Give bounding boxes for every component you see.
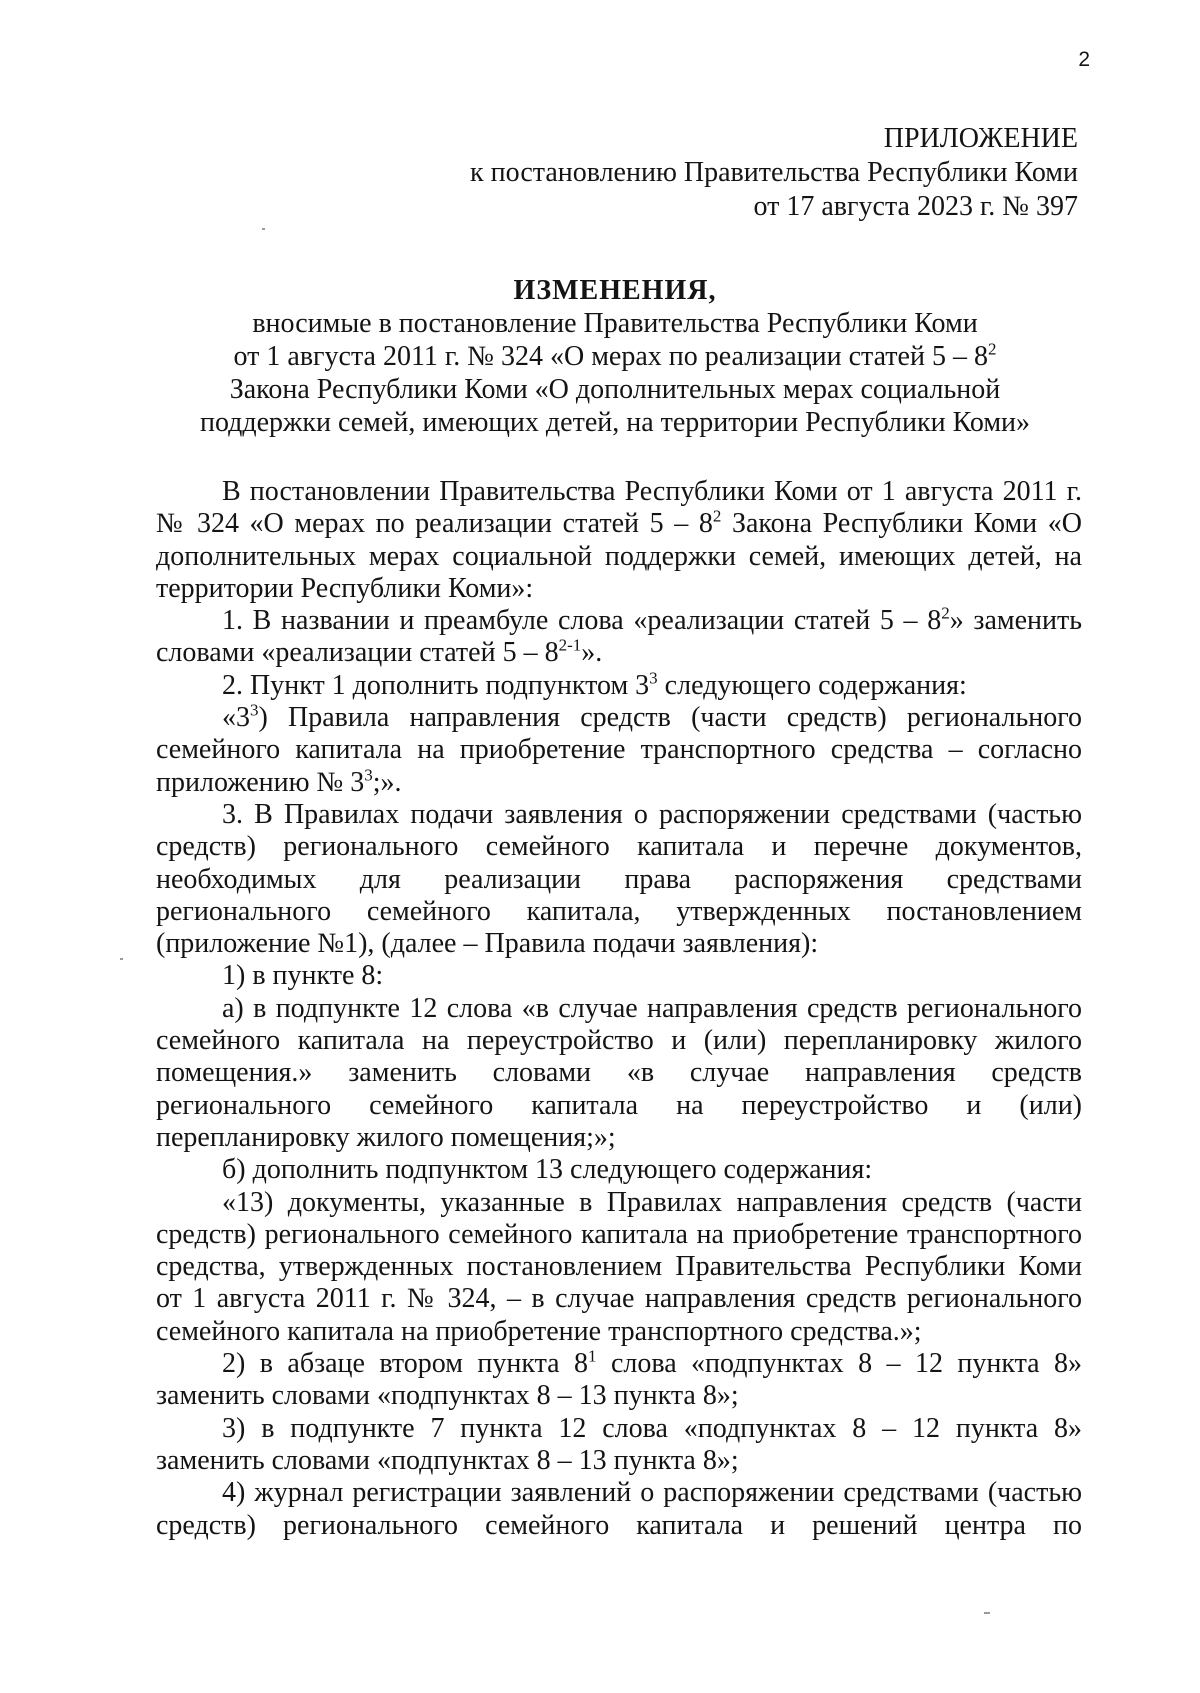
subitem-3: 3) в подпункте 7 пункта 12 слова «подпунктах 8 – 12 пункта 8» заменить словами «подпунктах 8 – 13 пункта 8»; — [156, 1412, 1082, 1476]
item-2-superscript: 3 — [649, 668, 658, 688]
title-line-2-text: от 1 августа 2011 г. № 324 «О мерах по реализации статей 5 – 8 — [233, 341, 988, 372]
title-line-4: поддержки семей, имеющих детей, на территории Республики Коми» — [199, 407, 1031, 438]
appendix-line-1: к постановлению Правительства Республики Коми — [470, 157, 1078, 188]
item-1 — [156, 605, 1082, 670]
page-number: 2 — [1078, 48, 1090, 71]
scan-artifact — [120, 958, 123, 960]
title-line-3: Закона Республики Коми «О дополнительных мерах социальной — [229, 374, 1001, 405]
subitem-2-superscript: 1 — [588, 1346, 597, 1366]
item-1-text-c: ». — [581, 637, 603, 669]
appendix-line-2: от 17 августа 2023 г. № 397 — [753, 191, 1078, 222]
subitem-1b: б) дополнить подпунктом 13 следующего содержания: — [222, 1154, 873, 1186]
scan-artifact — [262, 228, 265, 230]
intro-paragraph — [156, 476, 1082, 605]
item-2 — [156, 670, 1082, 702]
intro-text-a: В постановлении Правительства Республики Коми от 1 августа 2011 г. № 324 «О мерах по реализации статей 5 – 8 — [156, 476, 1082, 540]
quote-1-superscript-1: 3 — [250, 700, 259, 720]
subitem-2 — [156, 1348, 1082, 1413]
subitem-1a: а) в подпункте 12 слова «в случае направления средств регионального семейного капитала на переустройство и (или) перепланировку жилого помещения.» заменить словами «в случае направления средств регионального семейного капитала на переустройство и (или) перепланировку жилого помещения;»; — [156, 992, 1082, 1153]
subitem-2-text-a: 2) в абзаце втором пункта 8 — [222, 1348, 589, 1380]
intro-superscript: 2 — [712, 506, 722, 526]
item-1-superscript-2: 2-1 — [558, 636, 582, 656]
item-1-text-b: » заменить словами «реализации статей 5 – 8 — [156, 605, 1082, 669]
intro-text-b: Закона Республики Коми «О дополнительных мерах социальной поддержки семей, имеющих детей, на территории Республики Коми»: — [156, 508, 1082, 604]
document-body — [156, 476, 1082, 1542]
document-heading: ИЗМЕНЕНИЯ, — [513, 275, 717, 306]
item-2-text-a: 2. Пункт 1 дополнить подпунктом 3 — [222, 669, 650, 701]
item-2-text-b: следующего содержания: — [657, 669, 967, 701]
item-3: 3. В Правилах подачи заявления о распоряжении средствами (частью средств) регионального семейного капитала и перечне документов, необходимых для реализации права распоряжения средствами регионального семейного капитала, утвержденных постановлением (приложение №1), (далее – Правила подачи заявления): — [156, 798, 1082, 960]
quote-1-text-b: ) Правила направления средств (части средств) регионального семейного капитала на приобретение транспортного средства – согласно приложению № 3 — [156, 702, 1082, 798]
title-line-2 — [150, 340, 1080, 373]
quote-1-superscript-2: 3 — [364, 765, 373, 785]
item-1-text-a: 1. В названии и преамбуле слова «реализации статей 5 – 8 — [222, 605, 942, 637]
scan-artifact — [984, 1612, 990, 1614]
title-block — [150, 274, 1080, 439]
title-line-1: вносимые в постановление Правительства Республики Коми — [252, 308, 978, 339]
appendix-label: ПРИЛОЖЕНИЕ — [883, 123, 1078, 154]
quote-1-text-a: «3 — [222, 702, 250, 734]
subitem-2-text-b: слова «подпунктах 8 – 12 пункта 8» заменить словами «подпунктах 8 – 13 пункта 8»; — [156, 1348, 1082, 1412]
quote-1-text-c: ;». — [372, 766, 402, 798]
quote-2: «13) документы, указанные в Правилах направления средств (части средств) регионального семейного капитала на приобретение транспортного средства, утвержденных постановлением Правительства Республики Коми от 1 августа 2011 г. № 324, – в случае направления средств регионального семейного капитала на приобретение транспортного средства.»; — [156, 1186, 1082, 1347]
item-1-superscript-1: 2 — [941, 603, 950, 623]
title-line-2-superscript: 2 — [987, 339, 997, 359]
appendix-block — [470, 122, 1078, 224]
subitem-4: 4) журнал регистрации заявлений о распоряжении средствами (частью средств) регионального семейного капитала и решений центра по — [156, 1477, 1082, 1541]
subitem-1: 1) в пункте 8: — [222, 960, 384, 992]
quote-1 — [156, 702, 1082, 799]
